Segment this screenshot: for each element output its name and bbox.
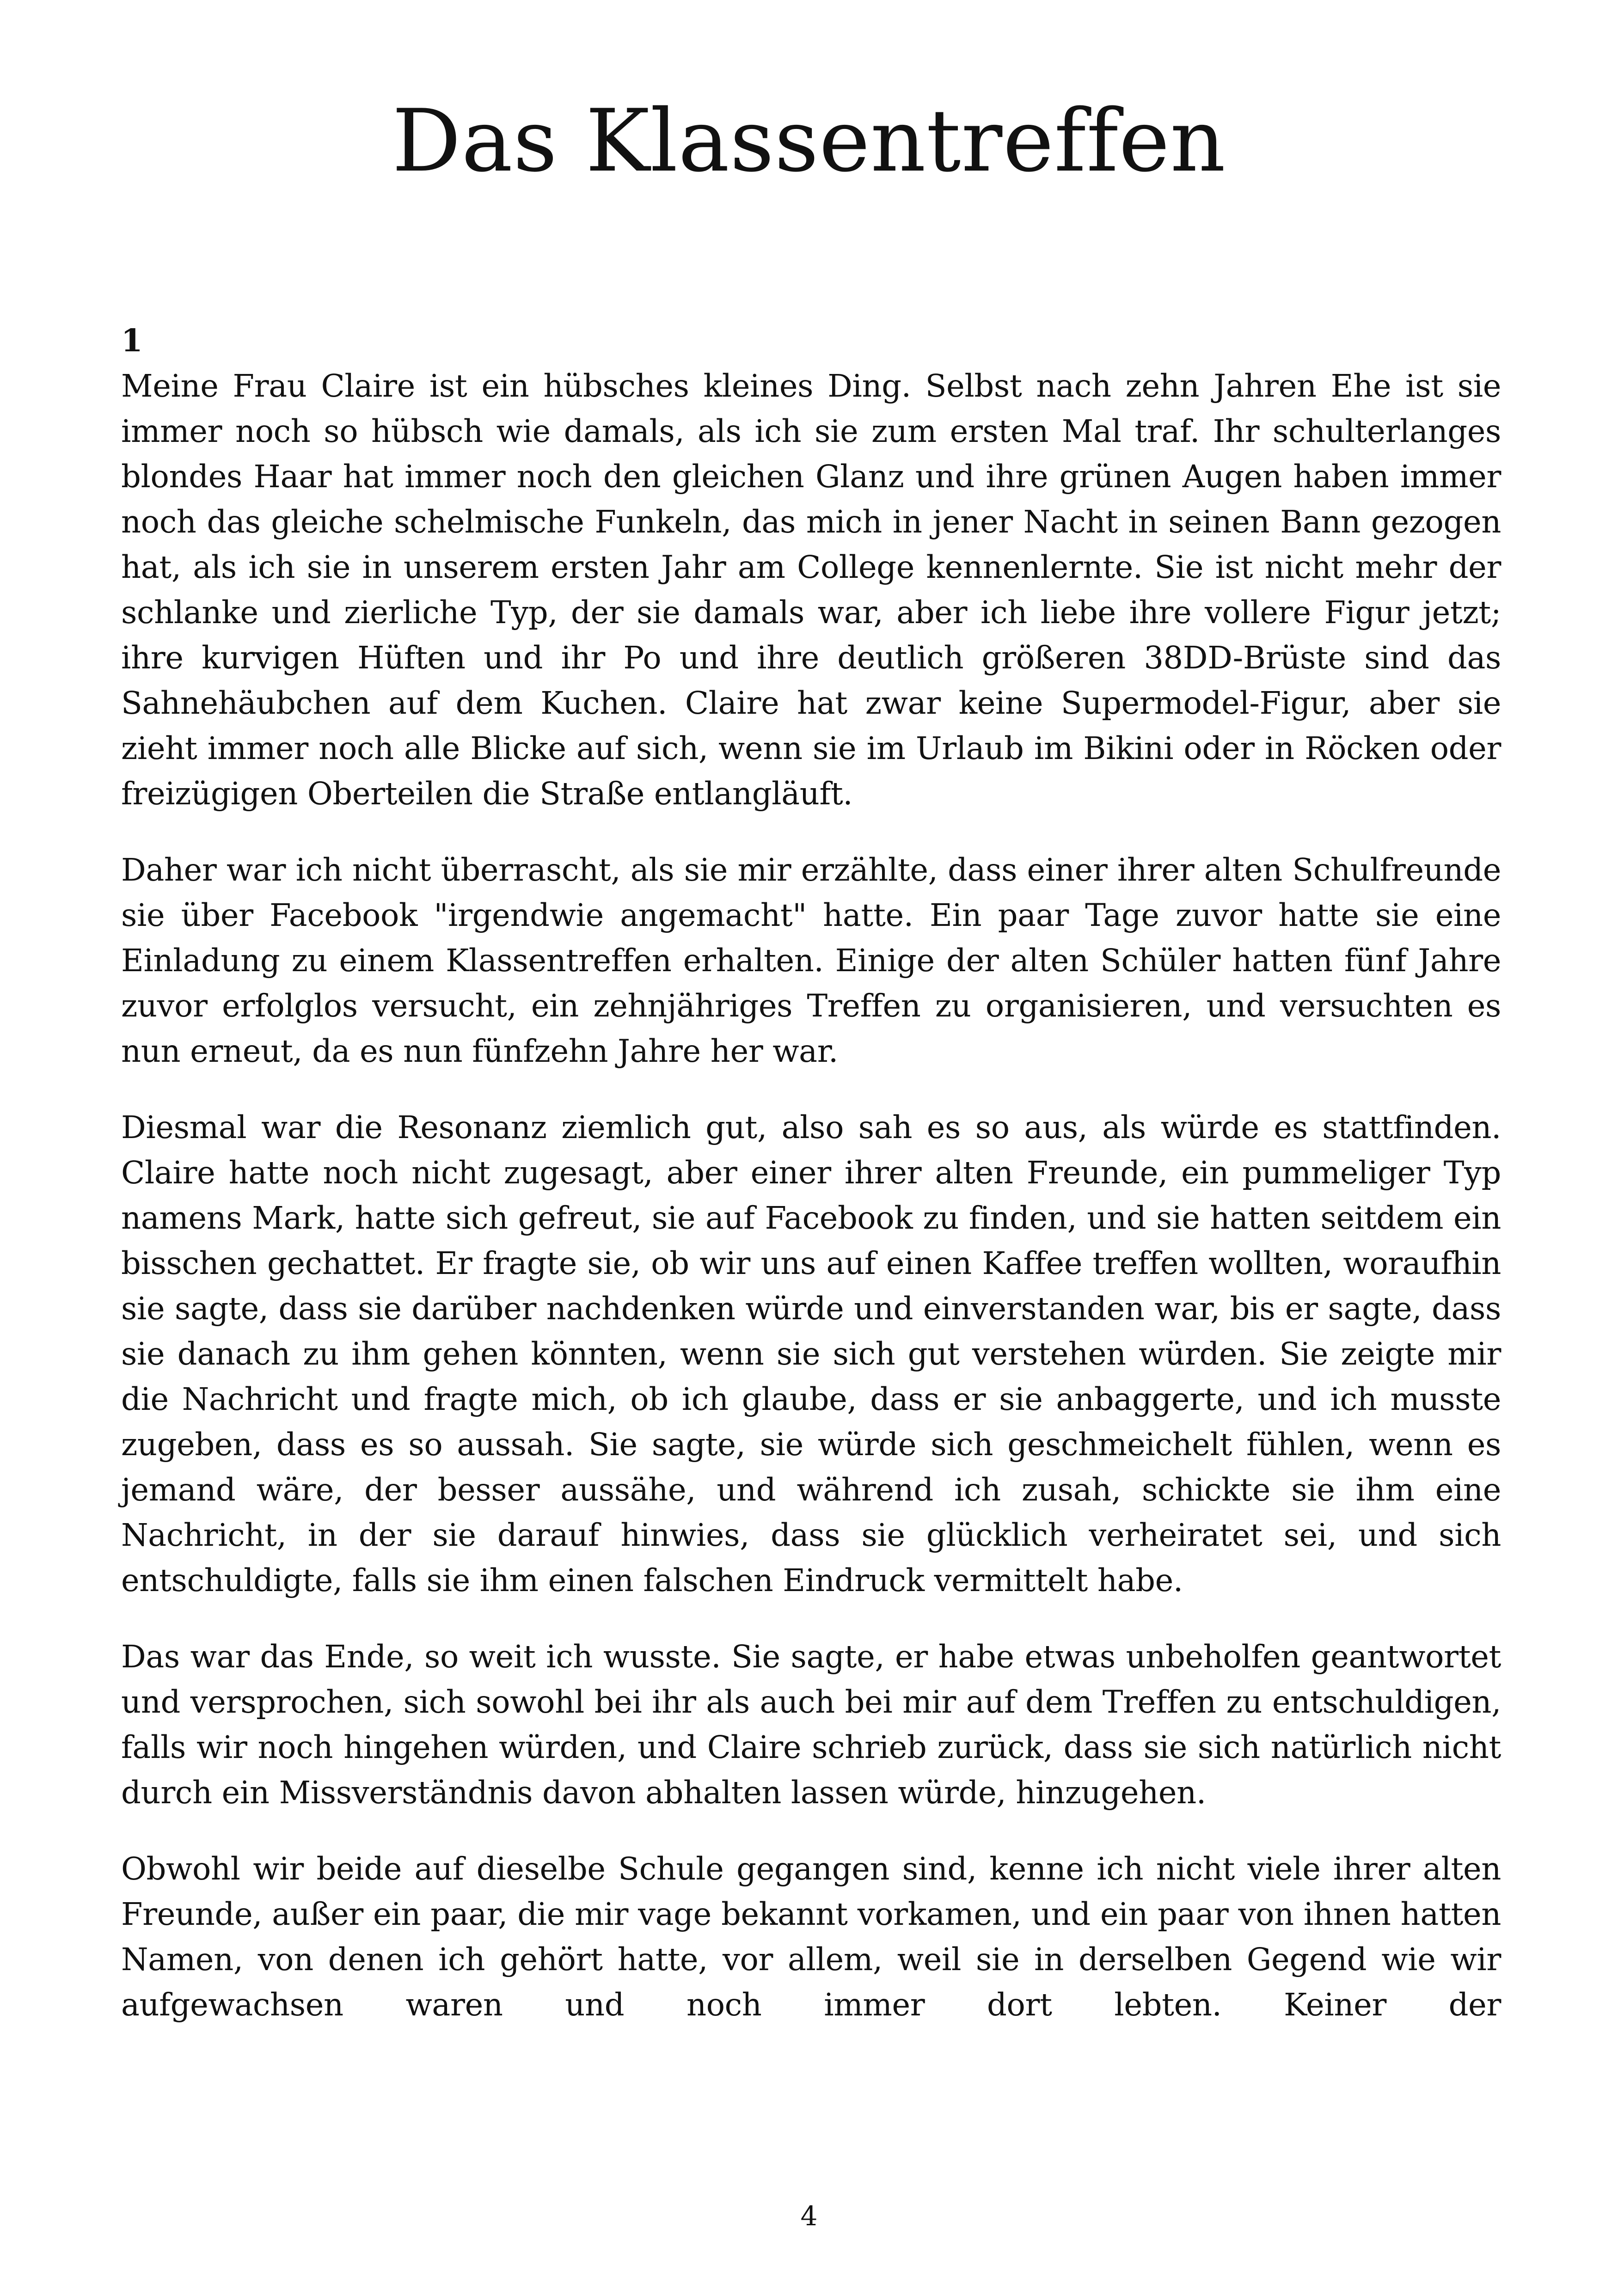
document-body xyxy=(121,318,1501,2058)
document-title: Das Klassentreffen xyxy=(392,91,1226,191)
paragraph-1: Meine Frau Claire ist ein hübsches kleines Ding. Selbst nach zehn Jahren Ehe ist sie immer noch so hübsch wie damals, als ich sie zum ersten Mal traf. Ihr schulterlanges blondes Haar hat immer noch den gleichen Glanz und ihre grünen Augen haben immer noch das gleiche schelmische Funkeln, das mich in jener Nacht in seinen Bann gezogen hat, als ich sie in unserem ersten Jahr am College kennenlernte. Sie ist nicht mehr der schlanke und zierliche Typ, der sie damals war, aber ich liebe ihre vollere Figur jetzt; ihre kurvigen Hüften und ihr Po und ihre deutlich größeren 38DD-Brüste sind das Sahnehäubchen auf dem Kuchen. Claire hat zwar keine Supermodel-Figur, aber sie zieht immer noch alle Blicke auf sich, wenn sie im Urlaub im Bikini oder in Röcken oder freizügigen Oberteilen die Straße entlangläuft. xyxy=(121,368,1501,812)
paragraph-2: Daher war ich nicht überrascht, als sie mir erzählte, dass einer ihrer alten Schulfreunde sie über Facebook "irgendwie angemacht" hatte. Ein paar Tage zuvor hatte sie eine Einladung zu einem Klassentreffen erhalten. Einige der alten Schüler hatten fünf Jahre zuvor erfolglos versucht, ein zehnjähriges Treffen zu organisieren, und versuchten es nun erneut, da es nun fünfzehn Jahre her war. xyxy=(121,852,1501,1069)
paragraph-3: Diesmal war die Resonanz ziemlich gut, also sah es so aus, als würde es stattfinden. Claire hatte noch nicht zugesagt, aber einer ihrer alten Freunde, ein pummeliger Typ namens Mark, hatte sich gefreut, sie auf Facebook zu finden, und sie hatten seitdem ein bisschen gechattet. Er fragte sie, ob wir uns auf einen Kaffee treffen wollten, woraufhin sie sagte, dass sie darüber nachdenken würde und einverstanden war, bis er sagte, dass sie danach zu ihm gehen könnten, wenn sie sich gut verstehen würden. Sie zeigte mir die Nachricht und fragte mich, ob ich glaube, dass er sie anbaggerte, und ich musste zugeben, dass es so aussah. Sie sagte, sie würde sich geschmeichelt fühlen, wenn es jemand wäre, der besser aussähe, und während ich zusah, schickte sie ihm eine Nachricht, in der sie darauf hinwies, dass sie glücklich verheiratet sei, und sich entschuldigte, falls sie ihm einen falschen Eindruck vermittelt habe. xyxy=(121,1109,1501,1598)
paragraph-4: Das war das Ende, so weit ich wusste. Sie sagte, er habe etwas unbeholfen geantwortet und versprochen, sich sowohl bei ihr als auch bei mir auf dem Treffen zu entschuldigen, falls wir noch hingehen würden, und Claire schrieb zurück, dass sie sich natürlich nicht durch ein Missverständnis davon abhalten lassen würde, hinzugehen. xyxy=(121,1639,1501,1811)
page-number: 4 xyxy=(800,2200,818,2232)
paragraph-5: Obwohl wir beide auf dieselbe Schule gegangen sind, kenne ich nicht viele ihrer alten Freunde, außer ein paar, die mir vage bekannt vorkamen, und ein paar von ihnen hatten Namen, von denen ich gehört hatte, vor allem, weil sie in derselben Gegend wie wir aufgewachsen waren und noch immer dort lebten. Keiner der xyxy=(121,1851,1501,2023)
chapter-number: 1 xyxy=(121,322,143,359)
